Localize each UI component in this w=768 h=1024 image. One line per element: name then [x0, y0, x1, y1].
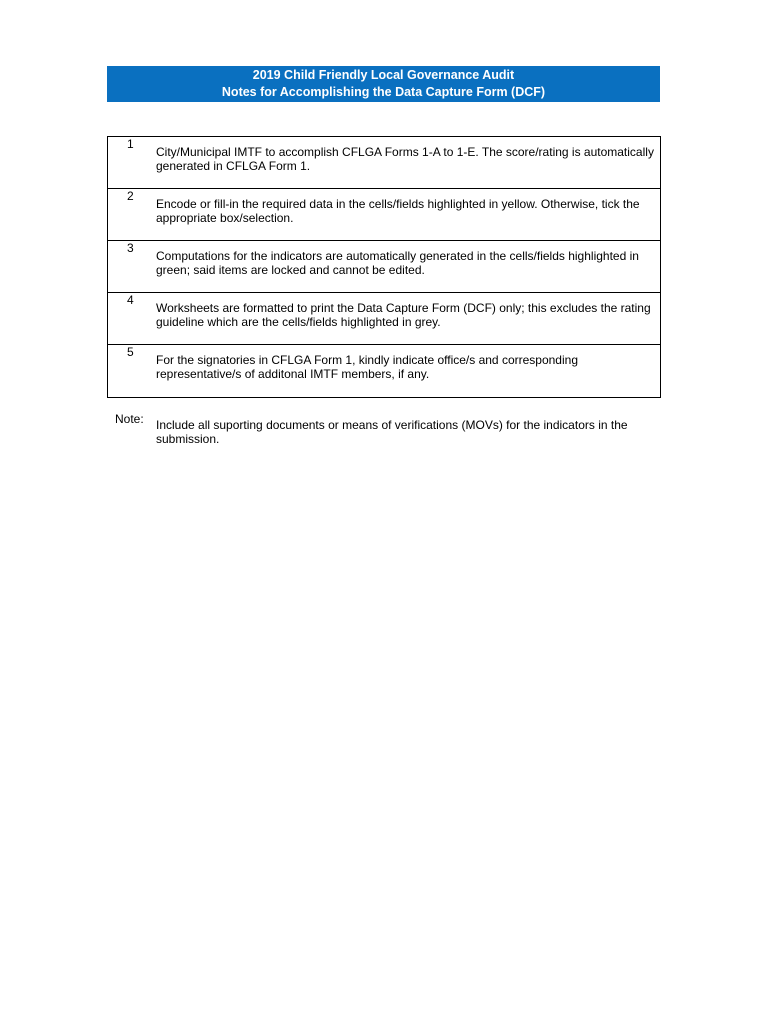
note-text: Worksheets are formatted to print the Data Capture Form (DCF) only; this excludes the rating guideline which are the cells/fields highlighted in grey.: [156, 301, 651, 329]
note-row: [108, 137, 660, 189]
header-title: 2019 Child Friendly Local Governance Audit: [252, 68, 515, 82]
note-row: [108, 293, 660, 345]
note-number: 3: [127, 241, 134, 255]
footnote-label: Note:: [115, 412, 144, 426]
note-number: 5: [127, 345, 134, 359]
note-number: 4: [127, 293, 134, 307]
note-row: [108, 241, 660, 293]
note-row: [108, 345, 660, 397]
notes-table: [107, 136, 661, 398]
note-text: For the signatories in CFLGA Form 1, kindly indicate office/s and corresponding representative/s of additonal IMTF members, if any.: [156, 353, 578, 381]
note-text: City/Municipal IMTF to accomplish CFLGA Forms 1-A to 1-E. The score/rating is automatically generated in CFLGA Form 1.: [156, 145, 654, 173]
note-number: 1: [127, 137, 134, 151]
note-row: [108, 189, 660, 241]
footnote-text: Include all suporting documents or means of verifications (MOVs) for the indicators in the submission.: [156, 418, 628, 446]
note-number: 2: [127, 189, 134, 203]
note-text: Encode or fill-in the required data in the cells/fields highlighted in yellow. Otherwise, tick the appropriate box/selection.: [156, 197, 640, 225]
header-subtitle: Notes for Accomplishing the Data Capture Form (DCF): [221, 85, 546, 99]
document-header: [107, 66, 660, 102]
note-text: Computations for the indicators are automatically generated in the cells/fields highlighted in green; said items are locked and cannot be edited.: [156, 249, 639, 277]
